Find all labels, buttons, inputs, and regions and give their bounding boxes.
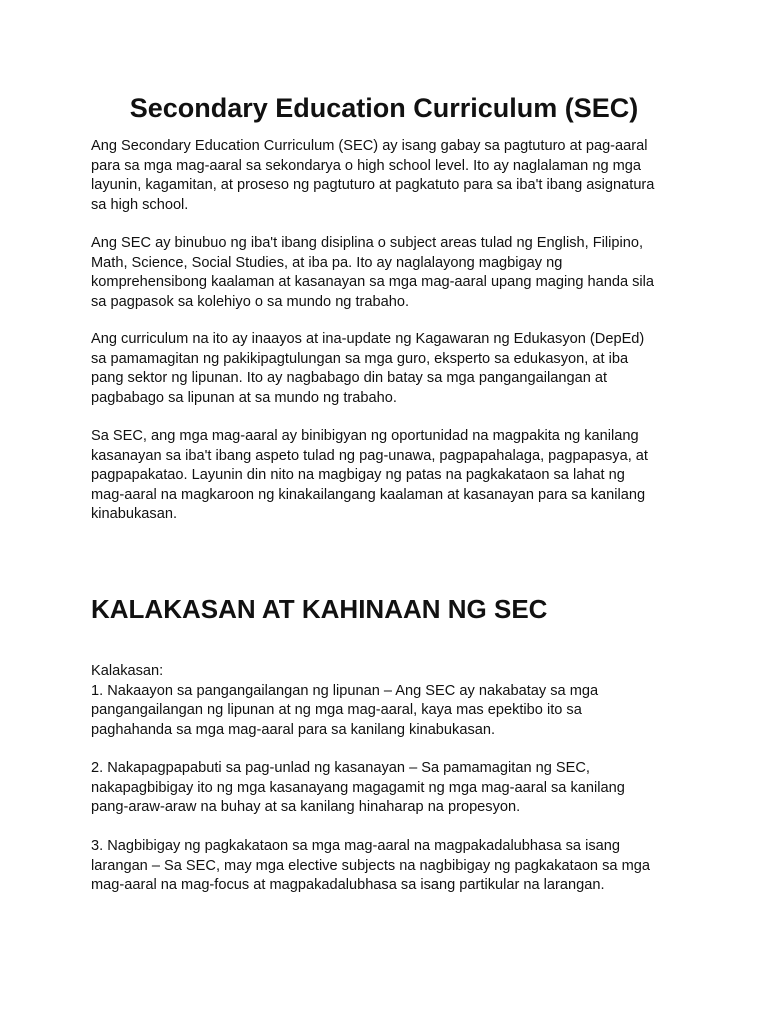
text-line: larangan – Sa SEC, may mga elective subjects na nagbibigay ng pagkakataon sa mga [91,857,650,874]
text-line: para sa mga mag-aaral sa sekondarya o high school level. Ito ay naglalaman ng mga [91,157,642,174]
text-line: Sa SEC, ang mga mag-aaral ay binibigyan ng oportunidad na magpakita ng kanilang [91,428,639,444]
text-line: mag-aaral na magkaroon ng kinakailangang kaalaman at kasanayan para sa kanilang [91,486,646,503]
paragraph-intro-4 [91,427,691,525]
text-line: pagbabago sa lipunan at sa mundo ng trabaho. [91,389,397,406]
text-line: paghahanda sa mga mag-aaral para sa kanilang kinabukasan. [91,721,496,738]
paragraph-intro-1 [91,137,691,215]
text-line: sa pamamagitan ng pakikipagtulungan sa mga guro, eksperto sa edukasyon, at iba [91,350,629,367]
paragraph-strengths-3 [91,837,691,896]
text-line: kinabukasan. [91,506,178,522]
text-line: 3. Nagbibigay ng pagkakataon sa mga mag-aaral na magpakadalubhasa sa isang [91,838,620,854]
text-line: Ang SEC ay binubuo ng iba't ibang disiplina o subject areas tulad ng English, Filipino, [91,235,644,251]
text-line: Math, Science, Social Studies, at iba pa. Ito ay naglalayong magbigay ng [91,254,563,271]
paragraph-intro-2 [91,234,691,312]
text-line: nakapagbibigay ito ng mga kasanayang magagamit ng mga mag-aaral sa kanilang [91,779,625,796]
text-line: kasanayan sa iba't ibang aspeto tulad ng pag-unawa, pagpapahalaga, pagpapasya, at [91,447,648,464]
text-line: Ang curriculum na ito ay inaayos at ina-update ng Kagawaran ng Edukasyon (DepEd) [91,331,645,347]
text-line: 2. Nakapagpapabuti sa pag-unlad ng kasanayan – Sa pamamagitan ng SEC, [91,760,590,776]
text-line: komprehensibong kaalaman at kasanayan sa mga mag-aaral upang maging handa sila [91,274,655,290]
section-heading: KALAKASAN AT KAHINAAN NG SEC [91,594,548,624]
text-line: pang sektor ng lipunan. Ito ay nagbabago din batay sa mga pangangailangan at [91,370,608,386]
text-line: sa high school. [91,196,189,213]
text-line: pangangailangan ng lipunan at ng mga mag-aaral, kaya mas epektibo ito sa [91,702,582,718]
paragraph-strengths-1 [91,662,691,740]
text-line: sa pagpasok sa kolehiyo o sa mundo ng trabaho. [91,293,410,310]
text-line: pang-araw-araw na buhay at sa kanilang hinaharap na propesyon. [91,799,521,815]
page-title: Secondary Education Curriculum (SEC) [129,93,639,123]
paragraph-intro-3 [91,330,691,408]
text-line: Kalakasan: [91,663,164,679]
text-line: Ang Secondary Education Curriculum (SEC) ay isang gabay sa pagtuturo at pag-aaral [91,138,648,154]
text-line: layunin, kagamitan, at proseso ng pagtuturo at pagkatuto para sa iba't ibang asignatura [91,177,655,193]
text-line: pagpapakatao. Layunin din nito na magbigay ng patas na pagkakataon sa lahat ng [91,467,625,483]
text-line: 1. Nakaayon sa pangangailangan ng lipunan – Ang SEC ay nakabatay sa mga [91,682,599,699]
paragraph-strengths-2 [91,759,691,818]
text-line: mag-aaral na mag-focus at magpakadalubhasa sa isang partikular na larangan. [91,877,605,893]
